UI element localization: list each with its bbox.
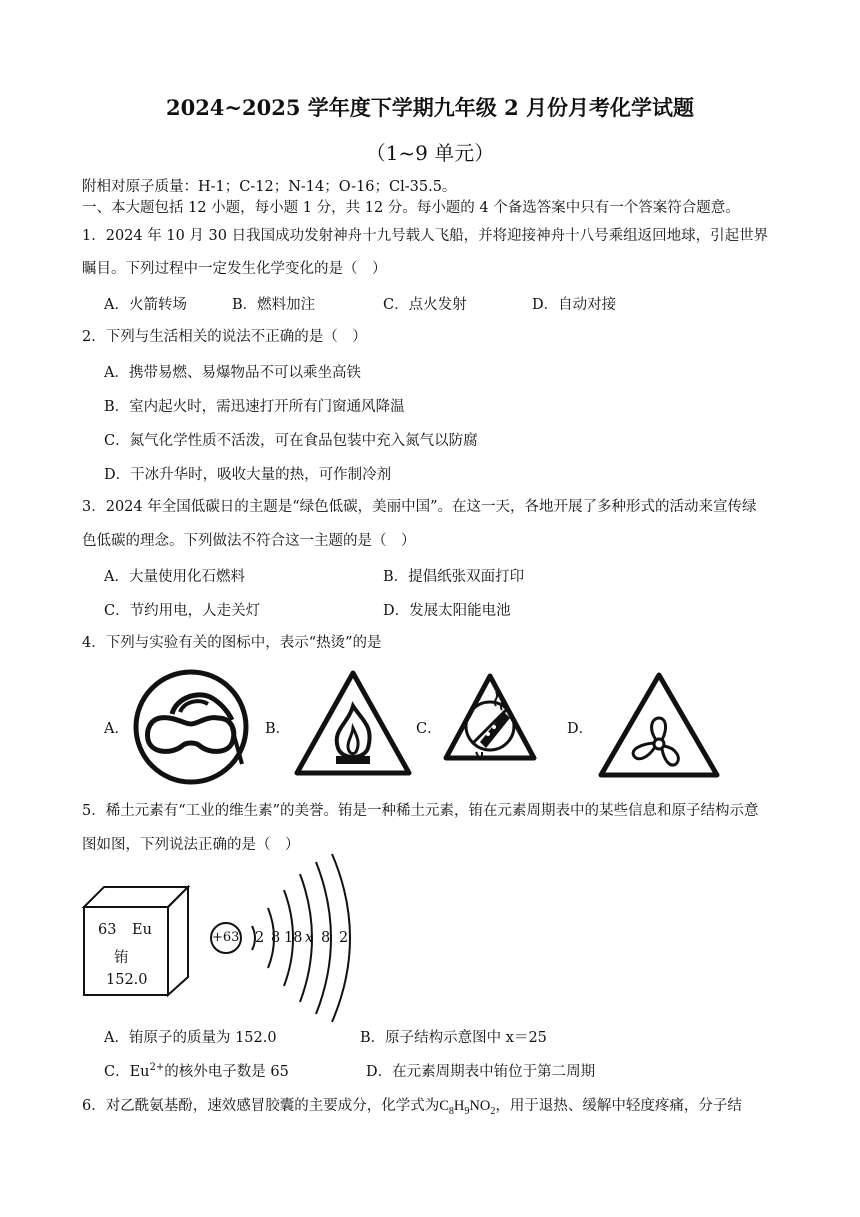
shell-5: 8 [321, 930, 331, 946]
element-name: 铕 [114, 950, 129, 966]
q3-stem-line1: 3．2024 年全国低碳日的主题是“绿色低碳，美丽中国”。在这一天，各地开展了多种形式的活动来宣传绿 [82, 499, 757, 515]
element-number: 63 [98, 922, 117, 938]
q1-stem-line2: 瞩目。下列过程中一定发生化学变化的是（ ） [82, 261, 387, 277]
shell-2: 8 [271, 930, 281, 946]
q3-stem-line2: 色低碳的理念。下列做法不符合这一主题的是（ ） [82, 533, 416, 549]
q2-option-d: D．干冰升华时，吸收大量的热，可作制冷剂 [104, 467, 392, 483]
q3-option-a: A．大量使用化石燃料 [104, 569, 245, 585]
q2-option-a: A．携带易燃、易爆物品不可以乘坐高铁 [104, 365, 361, 381]
q5-stem-line2: 图如图，下列说法正确的是（ ） [82, 837, 300, 853]
shell-4: x [305, 930, 314, 946]
q2-stem: 2．下列与生活相关的说法不正确的是（ ） [82, 329, 367, 345]
element-symbol: Eu [132, 922, 152, 938]
q5-option-b: B．原子结构示意图中 x＝25 [360, 1030, 547, 1046]
page-title: 2024~2025 学年度下学期九年级 2 月份月考化学试题 [165, 95, 695, 120]
section-heading: 一、本大题包括 12 小题，每小题 1 分，共 12 分。每小题的 4 个备选答案中只有一个答案符合题意。 [82, 200, 740, 216]
q1-option-d: D．自动对接 [532, 297, 617, 313]
q4-label-a: A． [104, 721, 129, 737]
q4-stem: 4．下列与实验有关的图标中，表示“热烫”的是 [82, 635, 382, 651]
atomic-mass-note: 附相对原子质量：H-1；C-12；N-14；O-16；Cl-35.5。 [82, 179, 457, 195]
q5-option-c: C．$Eu^{2+}$的核外电子数是 65 [104, 1062, 289, 1080]
q6-stem: 6．对乙酰氨基酚，速效感冒胶囊的主要成分，化学式为$C_8H_9NO_2$，用于退热、缓解中轻度疼痛，分子结 [82, 1098, 742, 1117]
page-subtitle: （1~9 单元） [365, 141, 495, 165]
chemical-formula: $C_8H_9NO_2$ [439, 1098, 496, 1117]
q4-label-c: C． [416, 721, 442, 737]
q4-label-d: D． [567, 721, 594, 737]
goggles-icon [132, 668, 250, 786]
q5-option-a: A．铕原子的质量为 152.0 [104, 1030, 277, 1046]
q1-option-b: B．燃料加注 [232, 297, 316, 313]
flame-icon [292, 668, 414, 778]
shell-6: 2 [339, 930, 349, 946]
nucleus-charge: +63 [212, 930, 240, 945]
element-mass: 152.0 [106, 972, 148, 988]
q3-option-d: D．发展太阳能电池 [383, 603, 511, 619]
q3-option-c: C．节约用电，人走关灯 [104, 603, 261, 619]
q2-option-b: B．室内起火时，需迅速打开所有门窗通风降温 [104, 399, 405, 415]
q4-label-b: B． [265, 721, 291, 737]
q1-option-a: A．火箭转场 [104, 297, 187, 313]
shell-3: 18 [284, 930, 303, 946]
q1-stem-line1: 1．2024 年 10 月 30 日我国成功发射神舟十九号载人飞船，并将迎接神舟十八号乘组返回地球，引起世界 [82, 228, 769, 244]
q5-stem-line1: 5．稀土元素有“工业的维生素”的美誉。铕是一种稀土元素，铕在元素周期表中的某些信息和原子结构示意 [82, 803, 759, 819]
q2-option-c: C．氮气化学性质不活泼，可在食品包装中充入氮气以防腐 [104, 433, 478, 449]
q5-option-d: D．在元素周期表中铕位于第二周期 [366, 1064, 596, 1080]
q1-option-c: C．点火发射 [383, 297, 467, 313]
hot-test-tube-icon [442, 672, 538, 768]
fan-icon [596, 670, 722, 780]
q3-option-b: B．提倡纸张双面打印 [383, 569, 525, 585]
shell-1: 2 [255, 930, 265, 946]
